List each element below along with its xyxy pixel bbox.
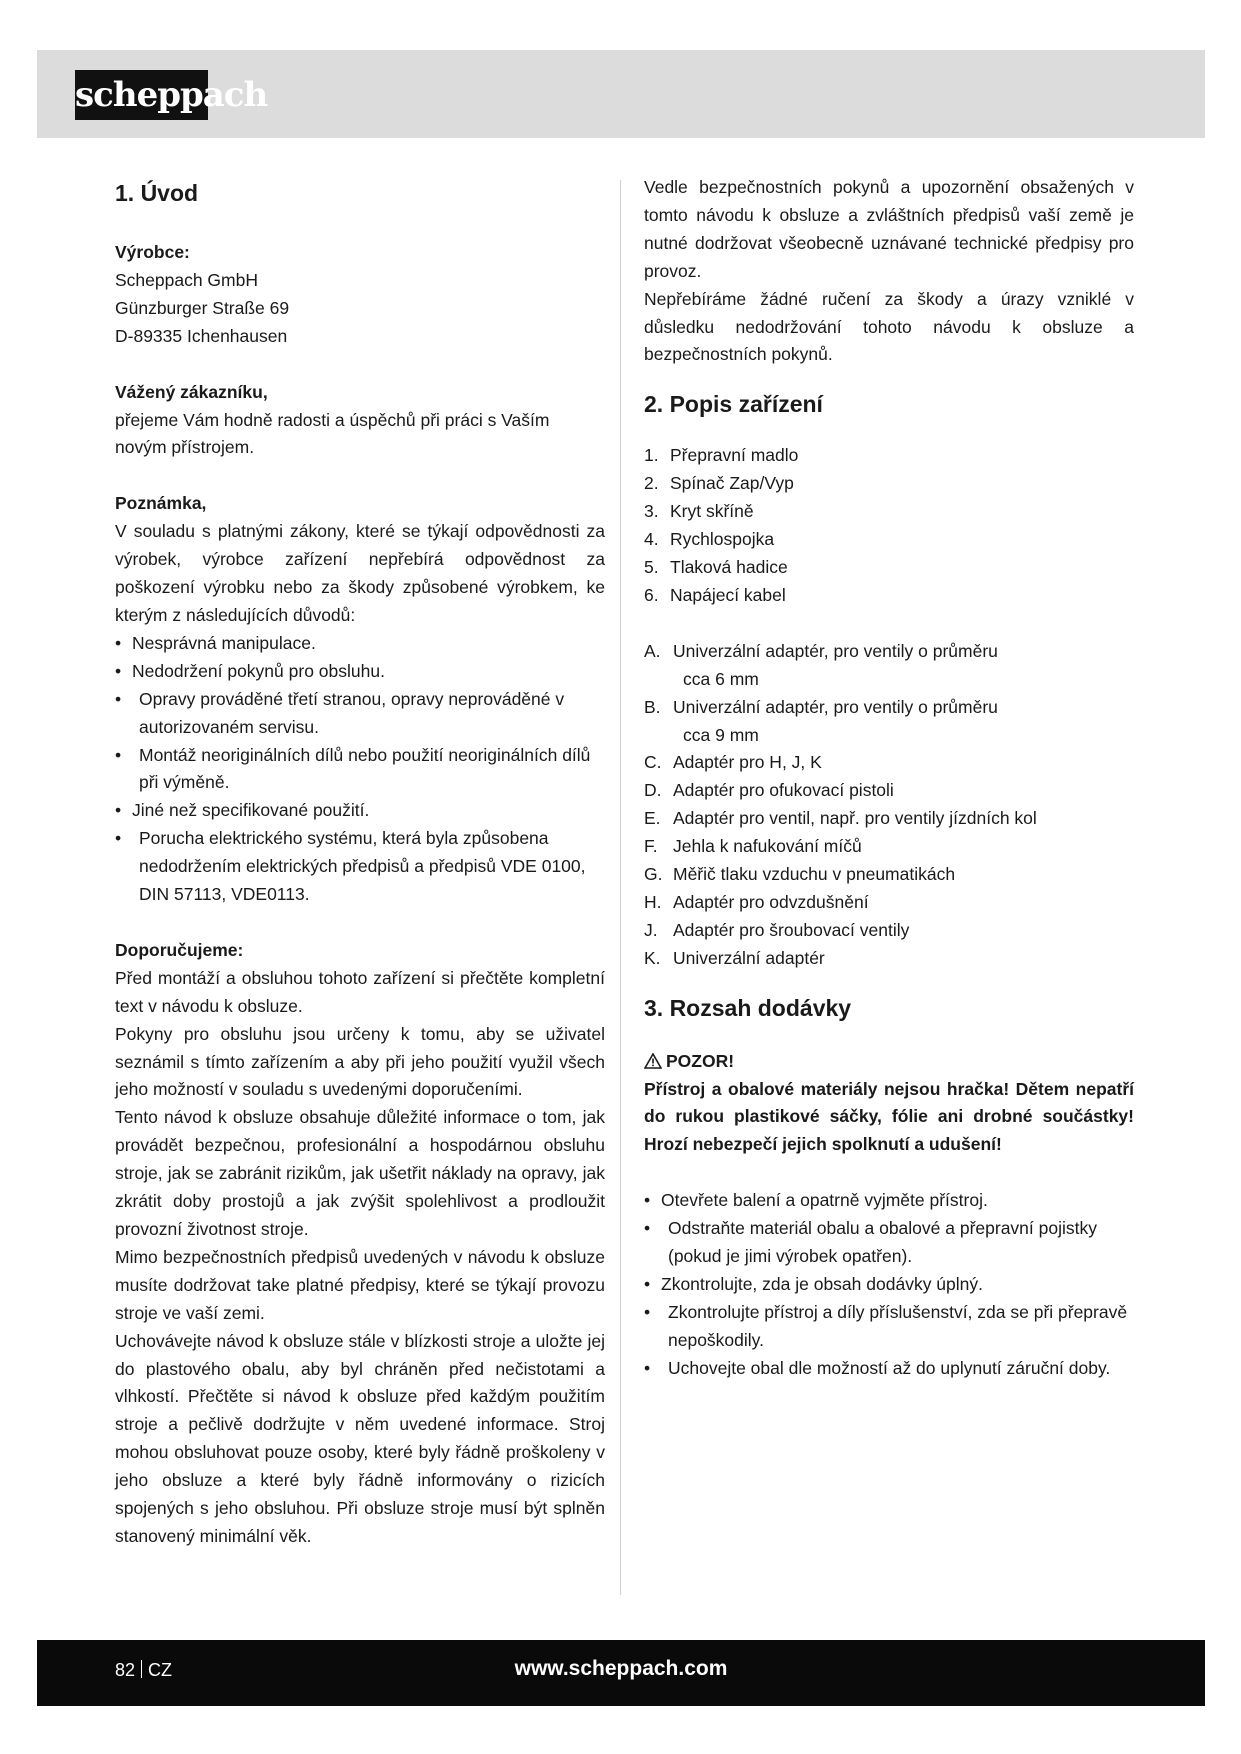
parts-lettered-list [644,638,1134,973]
list-item: 1. Přepravní madlo [644,445,799,466]
list-item: E. Adaptér pro ventil, např. pro ventily jízdních kol [644,808,1037,829]
customer-label: Vážený zákazníku, [115,381,268,402]
list-item: • Jiné než specifikované použití. [115,800,370,821]
warning-triangle-icon [644,1048,662,1076]
list-item: 4. Rychlospojka [644,529,775,550]
section-3-title: 3. Rozsah dodávky [644,994,852,1021]
list-item: • Nedodržení pokynů pro obsluhu. [115,660,385,681]
recommend-para-3: Tento návod k obsluze obsahuje důležité informace o tom, jak provádět bezpečnou, profesionální a hospodárnou obsluhu stroje, jak se zabránit rizikům, jak ušetřit náklady na opravy, jak zkrátit doby prostojů a jak zvýšit spolehlivost a prodloužit provozní životnost stroje. [115,1107,605,1239]
page-number: 82 CZ [115,1660,173,1680]
website-link[interactable]: www.scheppach.com [514,1657,728,1680]
delivery-bullet-list [644,1187,1134,1382]
list-item: D. Adaptér pro ofukovací pistoli [644,780,894,801]
recommend-para-5: Uchovávejte návod k obsluze stále v blízkosti stroje a uložte jej do plastového obalu, aby byl chráněn před nečistotami a vlhkostí. Přečtěte si návod k obsluze před každým použitím stroje a pečlivě dodržujte v něm uvedené informace. Stroj mohou obsluhovat pouze osoby, které byly řádně proškoleny v jeho obsluze a které byly řádně informovány o rizicích spojených s jeho obsluhou. Při obsluze stroje musí být splněn stanovený minimální věk. [115,1330,605,1546]
column-divider [620,180,621,1595]
manufacturer-name: Scheppach GmbH [115,269,258,290]
list-item: • Zkontrolujte přístroj a díly příslušenství, zda se při přepravě nepoškodily. [644,1301,1128,1350]
note-bullet-list [115,630,605,909]
list-item: • Zkontrolujte, zda je obsah dodávky úplný. [644,1274,983,1294]
manufacturer-street: Günzburger Straße 69 [115,297,290,318]
recommend-label: Doporučujeme: [115,939,244,960]
list-item: G. Měřič tlaku vzduchu v pneumatikách [644,864,956,885]
section-2-title: 2. Popis zařízení [644,391,823,418]
list-item: 6. Napájecí kabel [644,584,786,605]
list-item: • Porucha elektrického systému, která byla způsobena nedodržením elektrických předpisů a předpisů VDE 0100, DIN 57113, VDE0113. [115,828,586,905]
manufacturer-label: Výrobce: [115,242,190,262]
parts-numbered-list [644,442,1134,609]
list-item: • Montáž neoriginálních dílů nebo použití neoriginálních dílů při výměně. [115,744,591,793]
list-item: A. Univerzální adaptér, pro ventily o průměru [644,640,998,661]
note-text: V souladu s platnými zákony, které se týkají odpovědnosti za výrobek, výrobce zařízení nepřebírá odpovědnost za poškození výrobku nebo za škody způsobené výrobkem, ke kterým z následujících důvodů: [115,521,605,625]
intro-para-2: Nepřebíráme žádné ručení za škody a úrazy vzniklé v důsledku nedodržování tohoto návodu k obsluze a bezpečnostních pokynů. [644,288,1134,365]
note-label: Poznámka, [115,493,207,514]
list-item: • Odstraňte materiál obalu a obalové a přepravní pojistky (pokud je jimi výrobek opatřen). [644,1218,1097,1267]
list-item: • Otevřete balení a opatrně vyjměte přístroj. [644,1190,988,1211]
customer-text: přejeme Vám hodně radosti a úspěchů při práci s Vaším novým přístrojem. [115,409,550,458]
scheppach-logo: scheppach [75,70,208,120]
list-item-continuation: cca 6 mm [683,668,759,689]
list-item: 5. Tlaková hadice [644,556,788,577]
list-item: 2. Spínač Zap/Vyp [644,473,794,494]
warning-heading: POZOR! [644,1048,1134,1076]
right-column [644,177,1134,1383]
list-item: H. Adaptér pro odvzdušnění [644,891,869,912]
list-item: • Uchovejte obal dle možností až do uplynutí záruční doby. [644,1357,1111,1378]
list-item: J. Adaptér pro šroubovací ventily [644,919,910,940]
page-footer [37,1640,1205,1706]
list-item: 3. Kryt skříně [644,501,754,522]
list-item: • Opravy prováděné třetí stranou, opravy neprováděné v autorizovaném servisu. [115,688,565,737]
section-1-title: 1. Úvod [115,180,199,206]
left-column [115,182,605,1551]
list-item: B. Univerzální adaptér, pro ventily o průměru [644,696,998,717]
list-item: • Nesprávná manipulace. [115,632,316,653]
list-item: K. Univerzální adaptér [644,947,825,968]
intro-para-1: Vedle bezpečnostních pokynů a upozornění obsažených v tomto návodu k obsluze a zvláštních předpisů vaší země je nutné dodržovat všeobecně uznávané technické předpisy pro provoz. [644,177,1134,281]
recommend-para-4: Mimo bezpečnostních předpisů uvedených v návodu k obsluze musíte dodržovat take platné předpisy, které se týkají provozu stroje ve vaší zemi. [115,1246,605,1323]
list-item: C. Adaptér pro H, J, K [644,752,822,773]
manufacturer-city: D-89335 Ichenhausen [115,325,288,346]
warning-text: Přístroj a obalové materiály nejsou hračka! Dětem nepatří do rukou plastikové sáčky, fólie ani drobné součástky! Hrozí nebezpečí jejich spolknutí a udušení! [644,1078,1134,1155]
recommend-para-1: Před montáží a obsluhou tohoto zařízení si přečtěte kompletní text v návodu k obsluze. [115,967,605,1016]
list-item: F. Jehla k nafukování míčů [644,836,862,857]
recommend-para-2: Pokyny pro obsluhu jsou určeny k tomu, aby se uživatel seznámil s tímto zařízením a aby při jeho použití využil všech jeho možností v souladu s uvedenými doporučeními. [115,1023,605,1100]
list-item-continuation: cca 9 mm [683,724,759,745]
